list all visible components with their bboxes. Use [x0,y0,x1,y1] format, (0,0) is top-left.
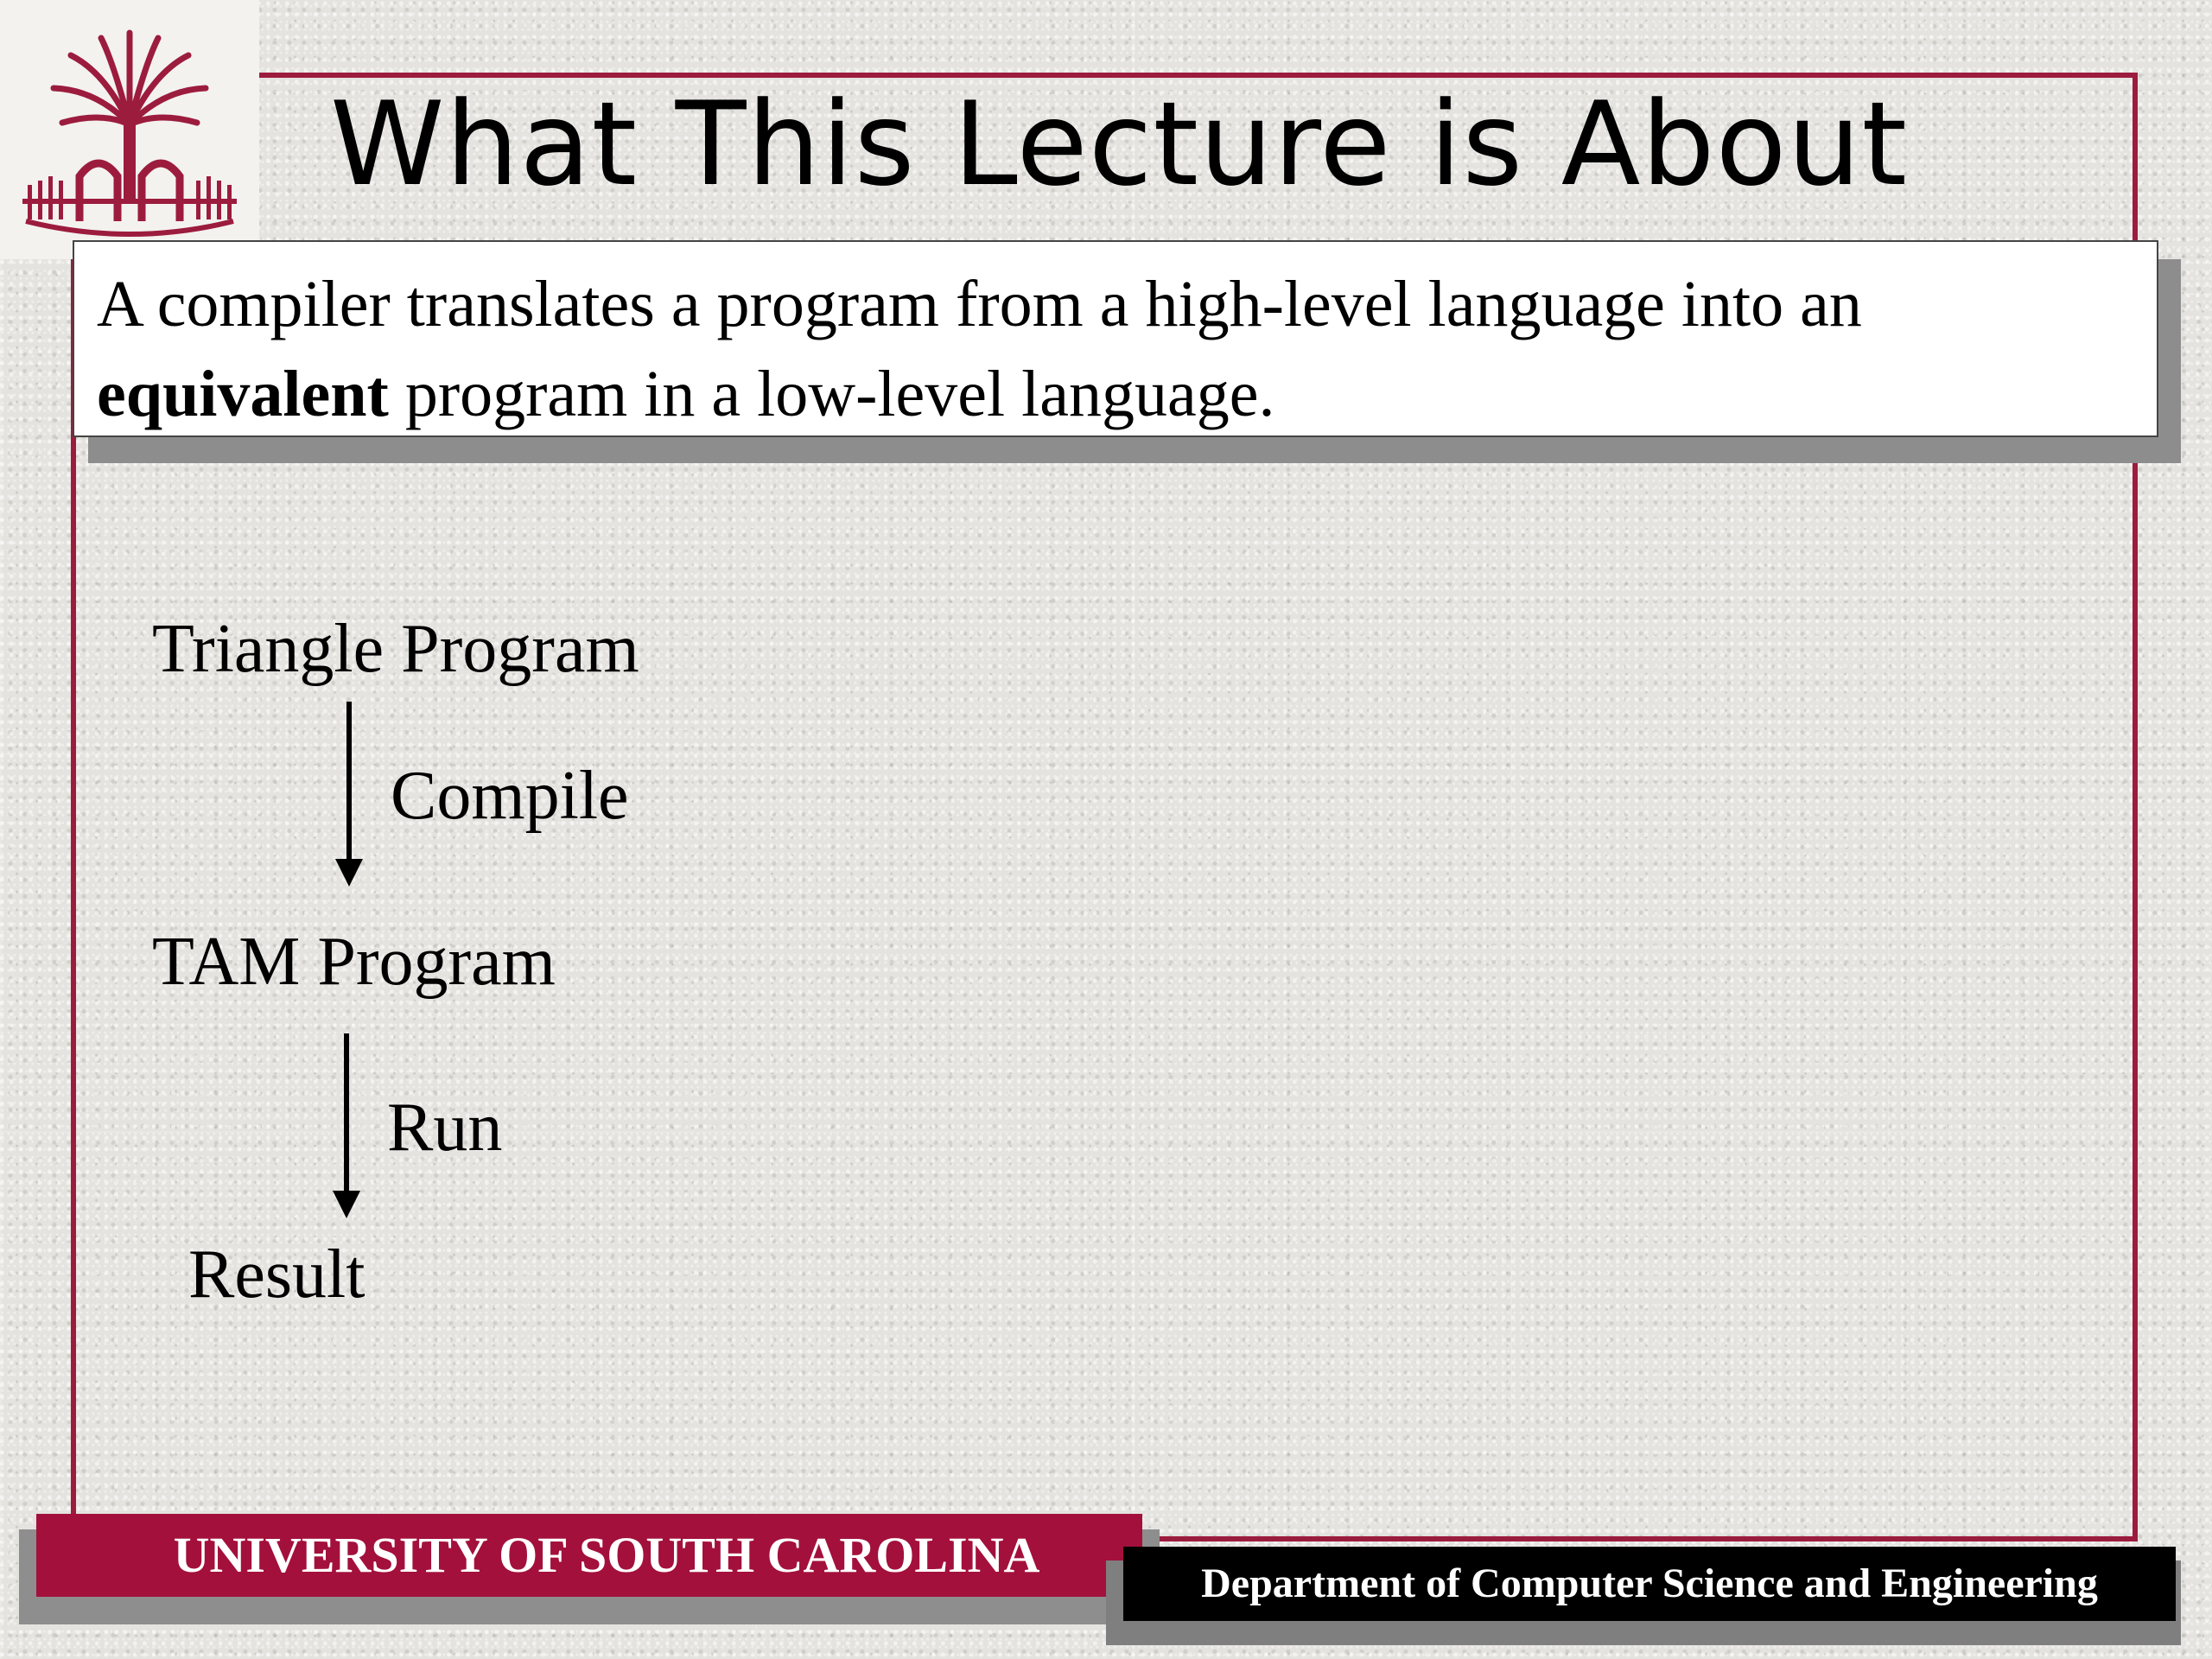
flow-step-tam-program: TAM Program [152,924,556,1000]
university-logo [0,0,259,259]
flow-step-triangle-program: Triangle Program [152,611,639,687]
flow-action-run: Run [387,1090,503,1166]
definition-line-1: A compiler translates a program from a high-level language into an [97,268,1862,340]
definition-bold-word: equivalent [97,358,389,430]
compile-arrow-icon [346,702,352,861]
university-banner: UNIVERSITY OF SOUTH CAROLINA [36,1514,1142,1597]
definition-box [73,240,2158,437]
flow-action-compile: Compile [391,758,629,834]
flow-step-result: Result [188,1236,365,1313]
definition-line-2: program in a low-level language. [388,358,1275,430]
department-banner: Department of Computer Science and Engineering [1123,1547,2176,1621]
run-arrow-icon [344,1033,349,1192]
slide-title: What This Lecture is About [330,77,1908,212]
palmetto-logo-icon [19,21,240,242]
